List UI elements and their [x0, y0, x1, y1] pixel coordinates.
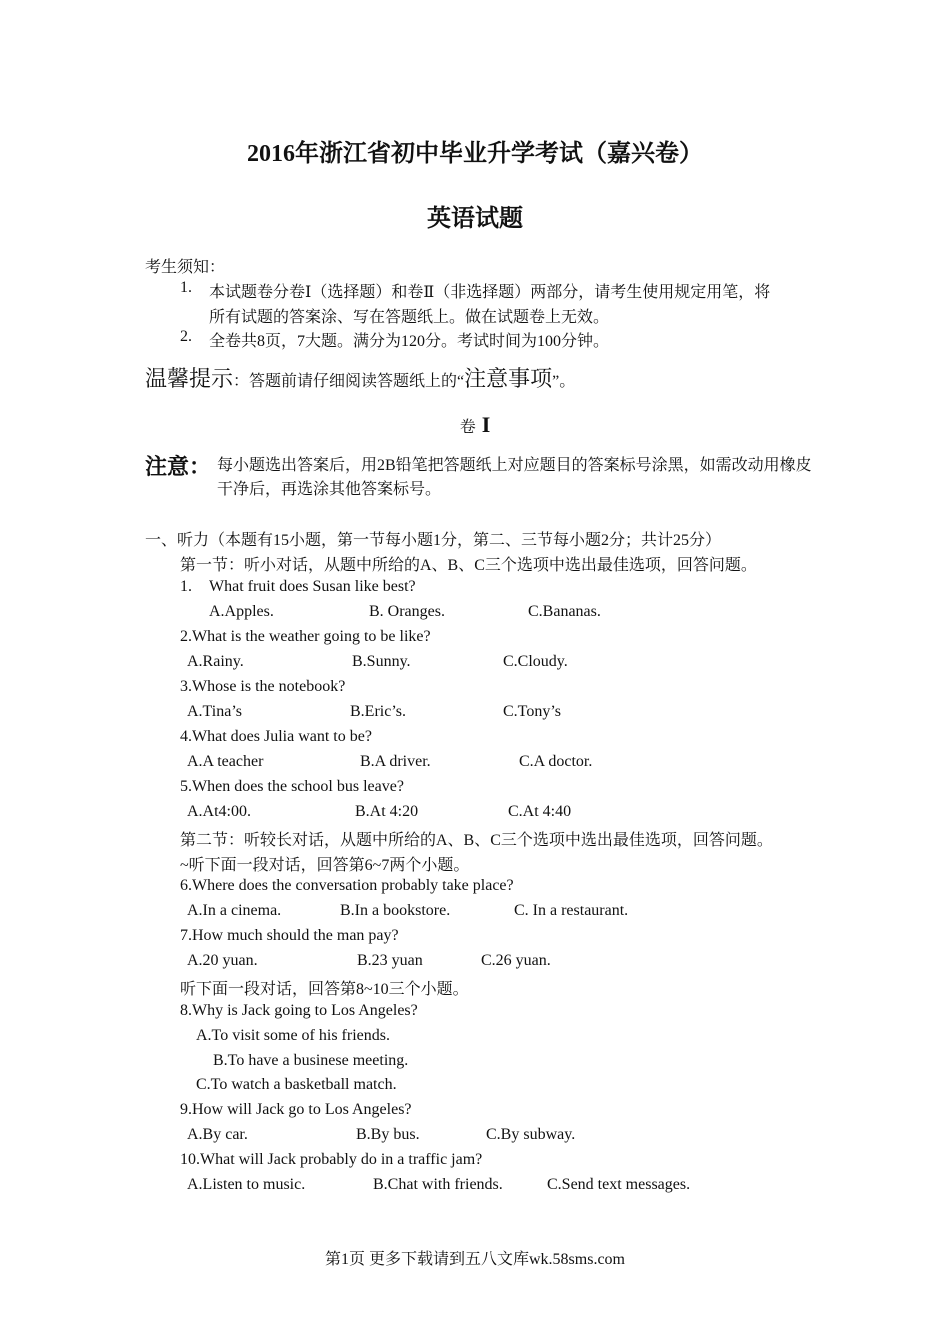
listening-instruction: 听下面一段对话，回答第8~10三个小题。 [180, 981, 469, 998]
notice-heading: 考生须知： [145, 259, 226, 276]
question-text: What fruit does Susan like best? [209, 578, 416, 595]
volume-numeral: I [481, 412, 491, 437]
option-c: C.A doctor. [519, 753, 593, 770]
option-b: B.Eric’s. [350, 703, 406, 720]
tip-quote-open: “ [457, 373, 465, 390]
question-text: 8.Why is Jack going to Los Angeles? [180, 1002, 418, 1019]
question-text: 3.Whose is the notebook? [180, 678, 346, 695]
attention-label: 注意： [145, 455, 212, 480]
notice-item-number: 2. [180, 328, 192, 345]
option-c: C.Send text messages. [547, 1176, 691, 1193]
notice-item-text: 本试题卷分卷Ⅰ（选择题）和卷Ⅱ（非选择题）两部分，请考生使用规定用笔，将 [209, 284, 771, 301]
question-number: 1. [180, 578, 192, 595]
question-text: 9.How will Jack go to Los Angeles? [180, 1101, 412, 1118]
listening-instruction: ~听下面一段对话，回答第6~7两个小题。 [180, 857, 470, 874]
option-a: A.At4:00. [187, 803, 251, 820]
option-a: A.In a cinema. [187, 902, 282, 919]
volume-heading [0, 412, 950, 438]
option-a: A.Listen to music. [187, 1176, 306, 1193]
part-instruction: 第二节：听较长对话，从题中所给的A、B、C三个选项中选出最佳选项，回答问题。 [180, 832, 773, 849]
question-text: 5.When does the school bus leave? [180, 778, 404, 795]
page-title: 2016年浙江省初中毕业升学考试（嘉兴卷） [247, 141, 703, 167]
part-instruction: 第一节：听小对话，从题中所给的A、B、C三个选项中选出最佳选项，回答问题。 [180, 557, 757, 574]
option-a: A.Apples. [209, 603, 274, 620]
page-footer: 第1页 更多下载请到五八文库wk.58sms.com [324, 1251, 625, 1268]
option-c: C.By subway. [486, 1126, 576, 1143]
option-c: C.At 4:40 [508, 803, 572, 820]
question-text: 7.How much should the man pay? [180, 927, 399, 944]
option-a: A.To visit some of his friends. [196, 1027, 390, 1044]
tip-colon: ： [233, 373, 250, 390]
option-c: C.Bananas. [528, 603, 601, 620]
question-text: 4.What does Julia want to be? [180, 728, 372, 745]
option-a: A.By car. [187, 1126, 248, 1143]
question-text: 6.Where does the conversation probably take place? [180, 877, 514, 894]
option-a: A.20 yuan. [187, 952, 258, 969]
notice-item-text: 全卷共8页，7大题。满分为120分。考试时间为100分钟。 [209, 333, 610, 350]
option-a: A.Rainy. [187, 653, 244, 670]
tip-quote-close: ”。 [552, 373, 576, 390]
option-c: C.26 yuan. [481, 952, 551, 969]
option-b: B.In a bookstore. [340, 902, 451, 919]
option-c: C.To watch a basketball match. [196, 1076, 397, 1093]
option-b: B.Sunny. [352, 653, 411, 670]
question-text: 10.What will Jack probably do in a traffic jam? [180, 1151, 483, 1168]
option-c: C.Tony’s [503, 703, 561, 720]
option-a: A.Tina’s [187, 703, 242, 720]
question-text: 2.What is the weather going to be like? [180, 628, 431, 645]
attention-text: 每小题选出答案后，用2B铅笔把答题纸上对应题目的答案标号涂黑，如需改动用橡皮干净后，再选涂其他答案标号。 [217, 457, 812, 498]
option-b: B.23 yuan [357, 952, 423, 969]
option-a: A.A teacher [187, 753, 264, 770]
option-b: B.A driver. [360, 753, 431, 770]
tip-text: 答题前请仔细阅读答题纸上的 [249, 373, 458, 390]
volume-prefix: 卷 [459, 419, 476, 436]
option-b: B.To have a businese meeting. [213, 1052, 409, 1069]
tip-line [145, 362, 575, 393]
option-b: B.At 4:20 [355, 803, 419, 820]
tip-emphasis: 注意事项 [464, 367, 553, 392]
tip-label: 温馨提示 [145, 367, 234, 392]
option-b: B.By bus. [356, 1126, 420, 1143]
option-c: C.Cloudy. [503, 653, 568, 670]
option-b: B.Chat with friends. [373, 1176, 503, 1193]
option-b: B. Oranges. [369, 603, 445, 620]
option-c: C. In a restaurant. [514, 902, 629, 919]
section-heading: 一、听力（本题有15小题，第一节每小题1分，第二、三节每小题2分；共计25分） [145, 532, 722, 549]
notice-item-text: 所有试题的答案涂、写在答题纸上。做在试题卷上无效。 [209, 309, 610, 326]
notice-item-number: 1. [180, 279, 192, 296]
page-subtitle: 英语试题 [427, 206, 523, 232]
